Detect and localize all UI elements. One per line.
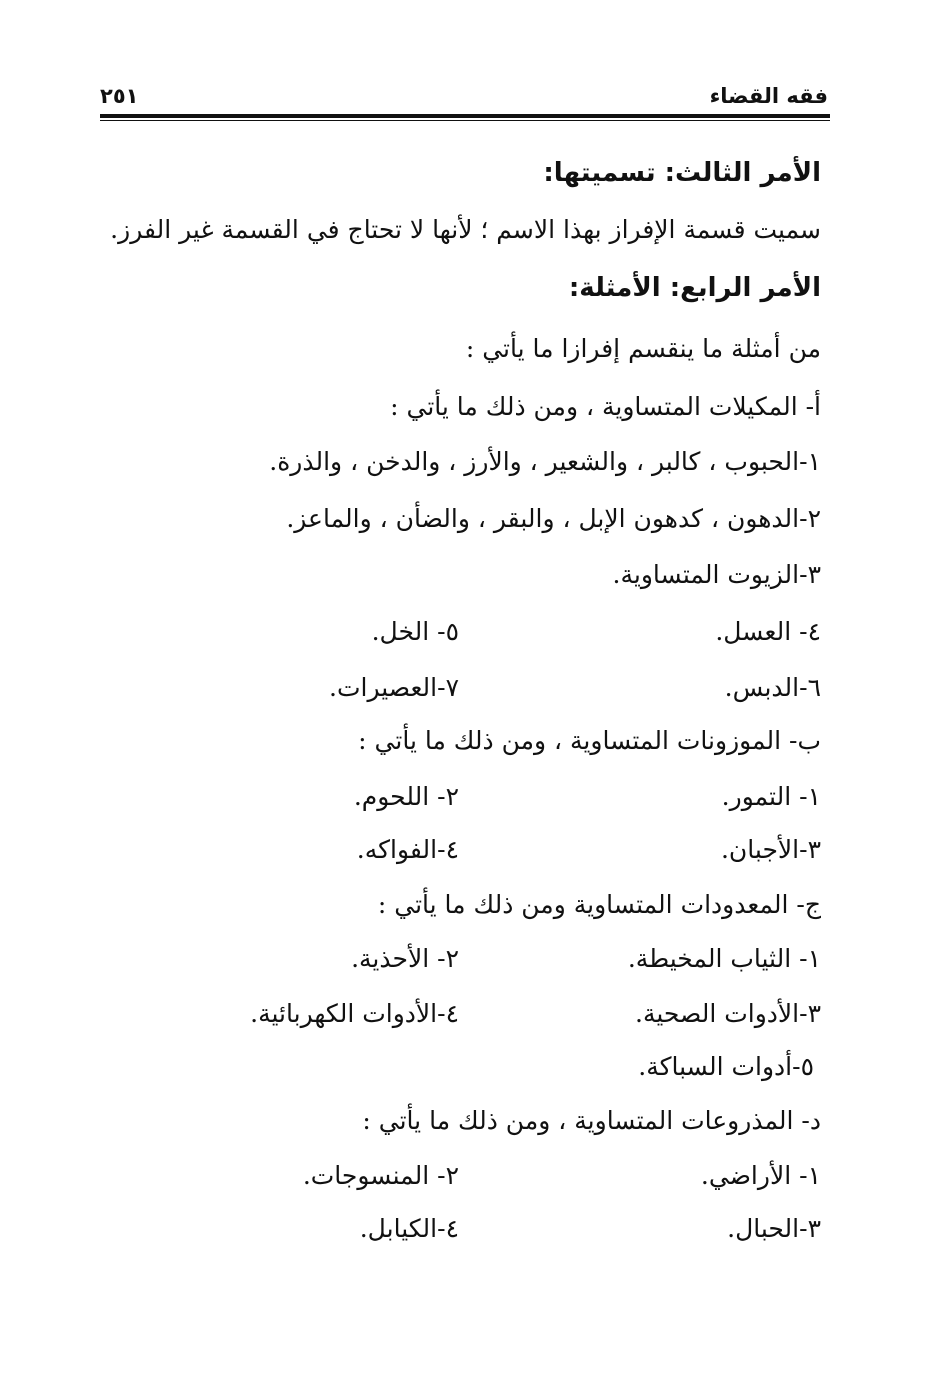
section-c-item-5: ٥-أدوات السباكة. [638, 1052, 814, 1081]
section-a-item-7: ٧-العصيرات. [329, 673, 459, 702]
section-d-item-3: ٣-الحبال. [727, 1214, 821, 1243]
section-d-item-4: ٤-الكيابل. [359, 1214, 459, 1243]
section-a-item-2: ٢-الدهون ، كدهون الإبل ، والبقر ، والضأن ، والماعز. [286, 504, 821, 533]
heading-naming: الأمر الثالث: تسميتها: [543, 158, 821, 188]
page-number: ٢٥١ [100, 84, 139, 108]
heading-examples: الأمر الرابع: الأمثلة: [568, 273, 821, 303]
section-a-title: أ- المكيلات المتساوية ، ومن ذلك ما يأتي : [390, 392, 821, 421]
running-header-title: فقه القضاء [709, 84, 828, 108]
naming-paragraph: سميت قسمة الإفراز بهذا الاسم ؛ لأنها لا تحتاج في القسمة غير الفرز. [110, 215, 821, 244]
examples-intro: من أمثلة ما ينقسم إفرازا ما يأتي : [465, 334, 821, 363]
section-c-item-4: ٤-الأدوات الكهربائية. [250, 999, 459, 1028]
section-a-item-1: ١-الحبوب ، كالبر ، والشعير ، والأرز ، والدخن ، والذرة. [269, 447, 821, 476]
section-a-item-4: ٤- العسل. [715, 617, 821, 646]
header-rule-thick [100, 114, 830, 118]
page-header [100, 84, 828, 112]
section-c-item-1: ١- الثياب المخيطة. [627, 944, 821, 973]
section-c-item-2: ٢- الأحذية. [351, 944, 459, 973]
section-d-item-1: ١- الأراضي. [700, 1161, 821, 1190]
section-d-title: د- المذروعات المتساوية ، ومن ذلك ما يأتي : [362, 1106, 821, 1135]
section-b-item-4: ٤-الفواكه. [356, 835, 459, 864]
section-a-item-6: ٦-الدبس. [724, 673, 821, 702]
section-b-item-2: ٢- اللحوم. [353, 782, 459, 811]
section-b-item-1: ١- التمور. [721, 782, 821, 811]
section-a-item-3: ٣-الزيوت المتساوية. [612, 560, 821, 589]
section-b-title: ب- الموزونات المتساوية ، ومن ذلك ما يأتي : [358, 726, 821, 755]
section-c-title: ج- المعدودات المتساوية ومن ذلك ما يأتي : [377, 890, 821, 919]
section-b-item-3: ٣-الأجبان. [720, 835, 821, 864]
section-c-item-3: ٣-الأدوات الصحية. [635, 999, 821, 1028]
header-rule-thin [100, 120, 830, 121]
section-d-item-2: ٢- المنسوجات. [302, 1161, 459, 1190]
section-a-item-5: ٥- الخل. [371, 617, 459, 646]
